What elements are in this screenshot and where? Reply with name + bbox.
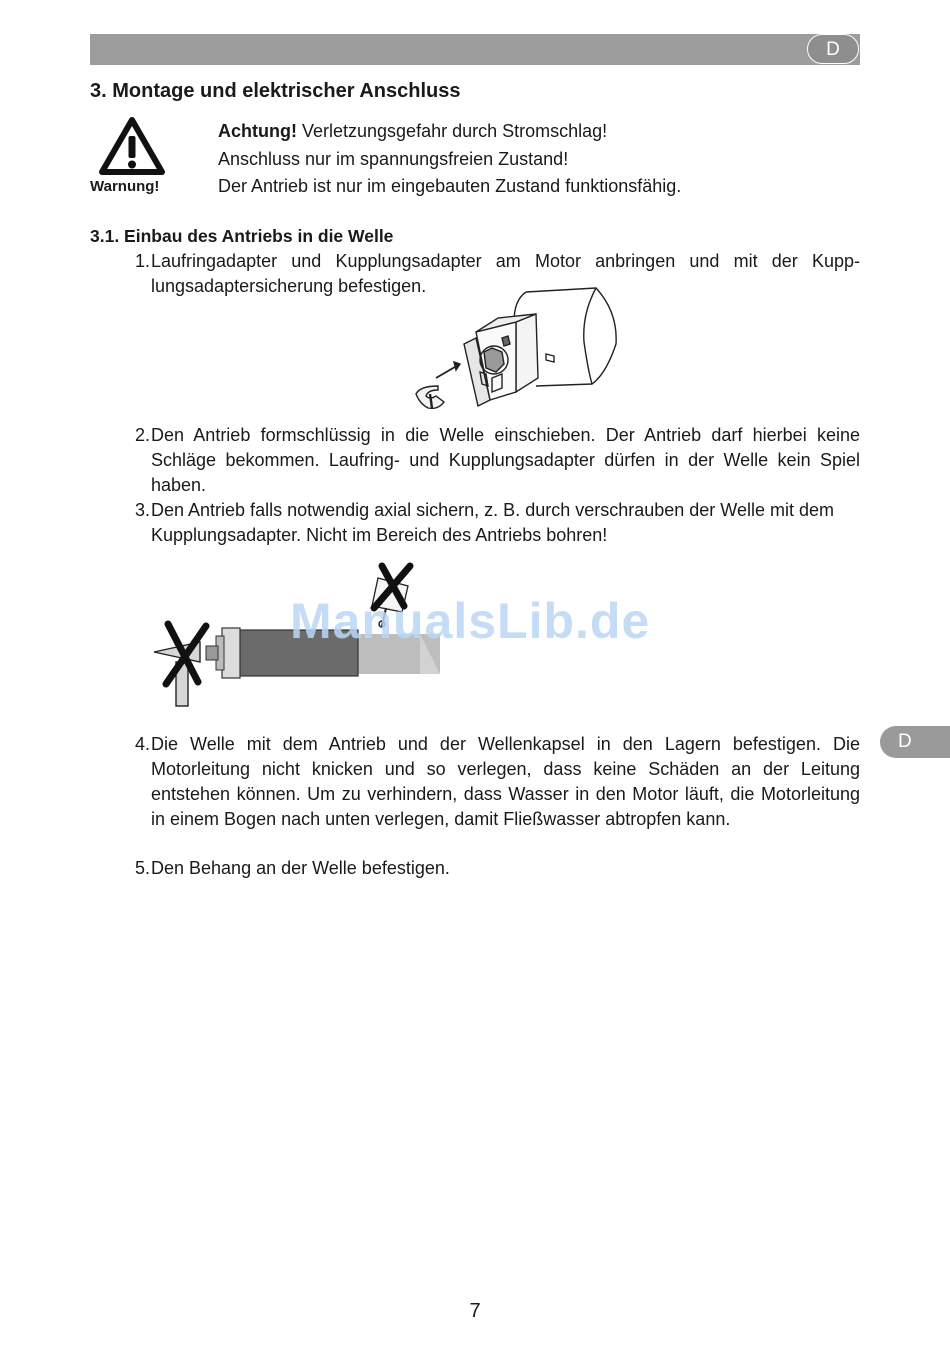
step-text: Die Welle mit dem Antrieb und der Wellenkapsel in den Lagern befestigen. Die Motorleitung nicht knicken und so verlegen, dass keine Schäden an der Leitung entstehen können. Um zu verhindern, dass Wasser in den Motor läuft, die Motorleitung in einem Bogen nach unten verlegen, damit Fließwasser abtropfen kann.: [151, 734, 860, 829]
step-2: [126, 423, 860, 498]
language-badge: D: [807, 34, 859, 64]
step-4: [126, 732, 860, 832]
attention-text: Verletzungsgefahr durch Stromschlag!: [296, 121, 608, 141]
step-number: 1.: [134, 251, 150, 271]
watermark: ManualsLib.de: [290, 593, 651, 649]
step-number: 3.: [134, 500, 150, 520]
step-text: Den Antrieb falls notwendig axial sichern, z. B. durch verschrauben der Welle mit dem Kupplungsadapter. Nicht im Bereich des Antriebs bohren!: [151, 500, 834, 545]
step-text: Laufringadapter und Kupplungsadapter am Motor anbringen und mit der Kupp-lungsadaptersicherung befestigen.: [151, 251, 860, 296]
step-5: [126, 856, 860, 881]
step-text: Den Antrieb formschlüssig in die Welle einschieben. Der Antrieb darf hierbei keine Schläge bekommen. Laufring- und Kupplungsadapter dürfen in der Welle kein Spiel haben.: [151, 425, 860, 495]
step-3: [126, 498, 860, 548]
warning-line-1: [218, 118, 681, 146]
page-number: 7: [469, 1300, 481, 1322]
warning-triangle-icon: [98, 116, 166, 176]
warning-line-3: Der Antrieb ist nur im eingebauten Zustand funktionsfähig.: [218, 176, 682, 196]
language-side-tab: D: [880, 726, 950, 758]
subsection-title: 3.1. Einbau des Antriebs in die Welle: [90, 226, 394, 246]
warning-line-2: Anschluss nur im spannungsfreien Zustand!: [218, 148, 569, 169]
section-title: 3. Montage und elektrischer Anschluss: [90, 80, 461, 102]
warning-label: Warnung!: [90, 178, 160, 195]
attention-label: Achtung!: [218, 121, 297, 141]
header-bar: [90, 34, 860, 65]
motor-adapter-figure: [406, 282, 622, 412]
warning-text: [218, 118, 681, 201]
step-number: 5.: [134, 858, 150, 878]
step-number: 2.: [134, 425, 150, 445]
step-number: 4.: [134, 734, 150, 754]
step-text: Den Behang an der Welle befestigen.: [151, 858, 450, 878]
